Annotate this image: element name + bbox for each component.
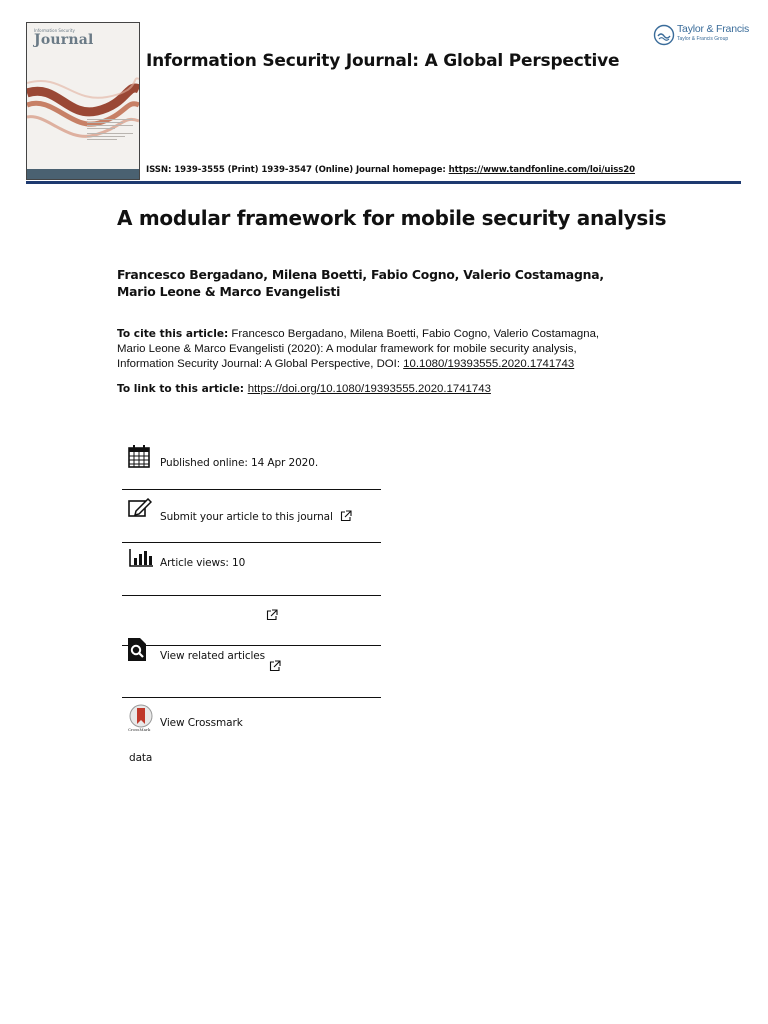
external-link-icon [340, 510, 352, 522]
related-articles-link[interactable]: View related articles [160, 650, 266, 662]
info-divider [122, 595, 381, 596]
article-link-label: To link to this article: [117, 383, 248, 395]
cover-swirl-graphic [27, 23, 139, 169]
header-divider [26, 181, 741, 184]
info-divider [122, 645, 381, 646]
article-title: A modular framework for mobile security analysis [117, 206, 667, 230]
crossmark-badge-icon [128, 704, 154, 728]
cover-footer-bar [27, 169, 139, 179]
cover-fine-print [87, 119, 133, 142]
article-doi-url-link[interactable]: https://doi.org/10.1080/19393555.2020.1741743 [247, 383, 491, 395]
citation-label: To cite this article: [117, 328, 229, 340]
citation-text-2: Mario Leone & Marco Evangelisti (2020): A modular framework for mobile security analysis, [117, 343, 577, 355]
citation-text-1: Francesco Bergadano, Milena Boetti, Fabio Cogno, Valerio Costamagna, [228, 328, 600, 340]
crossmark-logo-text: CrossMark [128, 727, 151, 732]
journal-homepage-link[interactable]: https://www.tandfonline.com/loi/uiss20 [448, 165, 636, 175]
issn-text: ISSN: 1939-3555 (Print) 1939-3547 (Online) Journal homepage: [146, 165, 449, 175]
authors-line-1: Francesco Bergadano, Milena Boetti, Fabio Cogno, Valerio Costamagna, [117, 267, 604, 282]
publisher-group: Taylor & Francis Group [677, 36, 729, 42]
authors-line-2: Mario Leone & Marco Evangelisti [117, 284, 341, 299]
article-views-text: Article views: 10 [160, 557, 246, 569]
external-link-icon[interactable] [266, 609, 278, 621]
info-divider [122, 489, 381, 490]
article-link-line [117, 383, 491, 395]
submit-article-link[interactable] [160, 505, 352, 524]
search-document-icon [127, 637, 147, 662]
published-online-text: Published online: 14 Apr 2020. [160, 457, 319, 469]
journal-title: Information Security Journal: A Global Perspective [146, 51, 620, 71]
info-divider [122, 697, 381, 698]
publisher-name: Taylor & Francis [677, 23, 750, 35]
crossmark-data-text[interactable]: data [129, 752, 153, 764]
calendar-icon [128, 444, 150, 468]
view-crossmark-link[interactable]: View Crossmark [160, 717, 243, 729]
citation-doi-link[interactable]: 10.1080/19393555.2020.1741743 [403, 358, 575, 370]
issn-line [146, 165, 635, 175]
citation-block [117, 327, 717, 372]
citation-text-3: Information Security Journal: A Global Perspective, DOI: [117, 358, 404, 370]
edit-icon [128, 498, 152, 518]
publisher-logo[interactable] [653, 22, 750, 48]
submit-article-label: Submit your article to this journal [160, 511, 333, 523]
cover-title: Journal [34, 32, 94, 48]
journal-cover-image [26, 22, 140, 180]
crossmark-icon [128, 704, 154, 734]
external-link-icon[interactable] [269, 660, 281, 672]
info-divider [122, 542, 381, 543]
article-authors [117, 266, 677, 300]
waves-logo-icon [653, 24, 675, 46]
bar-chart-icon [129, 549, 153, 567]
cover-title-small: Information Security [34, 28, 75, 33]
